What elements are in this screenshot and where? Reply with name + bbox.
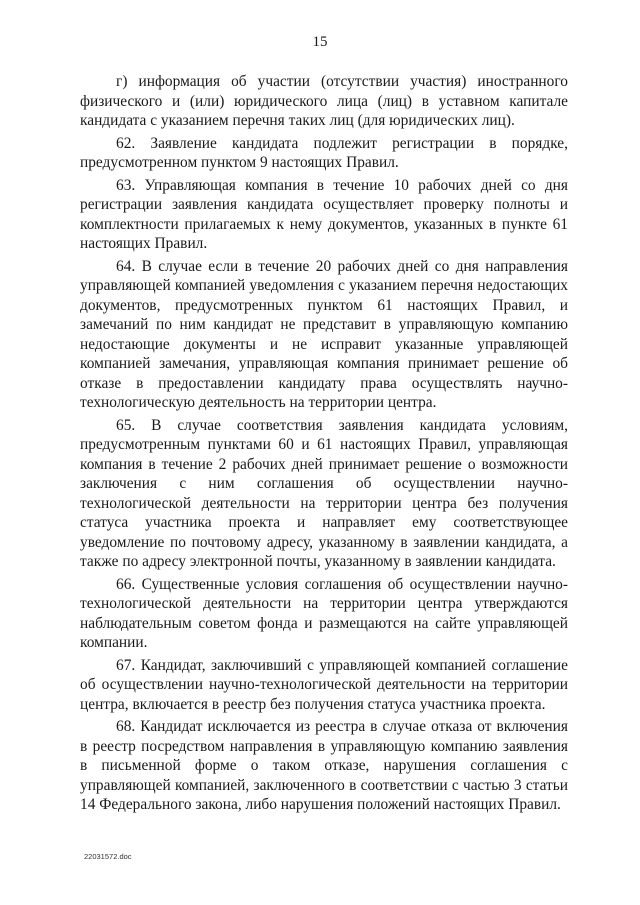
paragraph-68: 68. Кандидат исключается из реестра в случае отказа от включения в реестр посредством направления в управляющую компанию заявления в письменной форме о таком отказе, нарушения соглашения с управляющей компанией, заключенного в соответствии с частью 3 статьи 14 Федерального закона, либо нарушения положений настоящих Правил. — [80, 718, 568, 813]
document-body — [80, 72, 568, 818]
paragraph-item-g: г) информация об участии (отсутствии участия) иностранного физического и (или) юридического лица (лиц) в уставном капитале кандидата с указанием перечня таких лиц (для юридических лиц). — [80, 73, 568, 129]
file-name-footer: 22031572.doc — [84, 852, 132, 861]
paragraph-66: 66. Существенные условия соглашения об осуществлении научно-технологической деятельности на территории центра утверждаются наблюдательным советом фонда и размещаются на сайте управляющей компании. — [80, 575, 568, 651]
paragraph-65: 65. В случае соответствия заявления кандидата условиям, предусмотренным пунктами 60 и 61 настоящих Правил, управляющая компания в течение 2 рабочих дней принимает решение о возможности заключения с ним соглашения об осуществлении научно-технологической деятельности на территории центра без получения статуса участника проекта и направляет ему соответствующее уведомление по почтовому адресу, указанному в заявлении кандидата, а также по адресу электронной почты, указанному в заявлении кандидата. — [80, 416, 568, 570]
page-number: 15 — [312, 34, 328, 50]
paragraph-64: 64. В случае если в течение 20 рабочих дней со дня направления управляющей компанией уведомления с указанием перечня недостающих документов, предусмотренных пунктом 61 настоящих Правил, и замечаний по ним кандидат не представит в управляющую компанию недостающие документы и не исправит указанные управляющей компанией замечания, управляющая компания принимает решение об отказе в предоставлении кандидату права осуществлять научно-технологическую деятельность на территории центра. — [80, 257, 568, 411]
paragraph-63: 63. Управляющая компания в течение 10 рабочих дней со дня регистрации заявления кандидата осуществляет проверку полноты и комплектности прилагаемых к нему документов, указанных в пункте 61 настоящих Правил. — [80, 176, 568, 252]
paragraph-62: 62. Заявление кандидата подлежит регистрации в порядке, предусмотренном пунктом 9 настоящих Правил. — [80, 134, 568, 171]
paragraph-67: 67. Кандидат, заключивший с управляющей компанией соглашение об осуществлении научно-технологической деятельности на территории центра, включается в реестр без получения статуса участника проекта. — [80, 656, 568, 713]
